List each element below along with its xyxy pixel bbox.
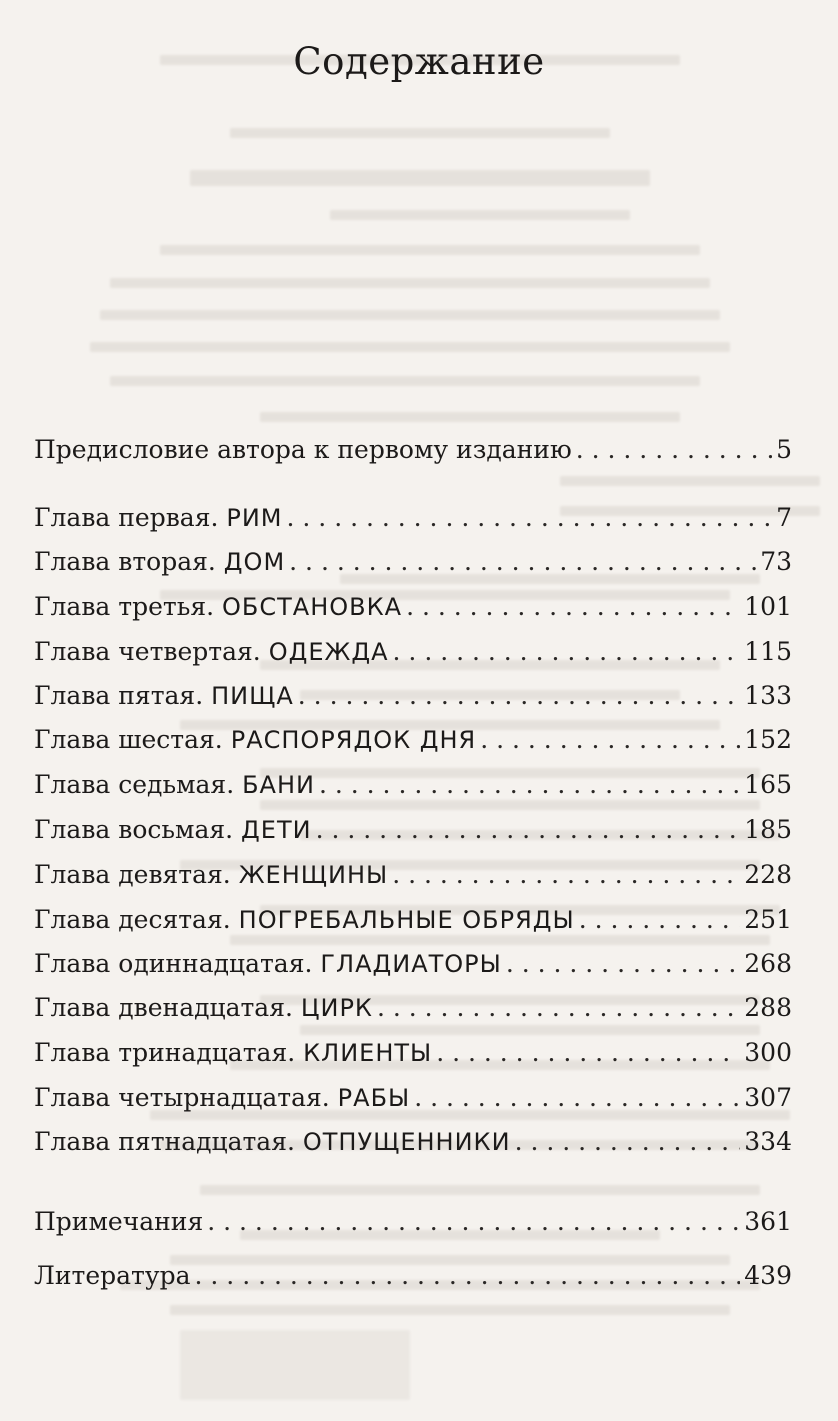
entry-title: Глава пятая. ПИЩА [34, 681, 294, 710]
entry-title: Глава одиннадцатая. ГЛАДИАТОРЫ [34, 949, 502, 978]
dot-leader [436, 1033, 740, 1073]
dot-leader [316, 810, 741, 850]
chapter-name: ДЕТИ [241, 816, 312, 844]
chapter-name: РИМ [226, 504, 283, 532]
toc-entry-notes [34, 1202, 792, 1242]
entry-title: Глава десятая. ПОГРЕБАЛЬНЫЕ ОБРЯДЫ [34, 905, 575, 934]
dot-leader [392, 855, 740, 895]
toc-entry-chapter-7 [34, 765, 792, 805]
entry-title: Глава третья. ОБСТАНОВКА [34, 592, 403, 621]
page-number: 307 [744, 1083, 792, 1112]
chapter-name: ОДЕЖДА [268, 638, 389, 666]
toc-entry-chapter-6 [34, 720, 792, 760]
chapter-name: ОБСТАНОВКА [222, 593, 403, 621]
chapter-name: РАСПОРЯДОК ДНЯ [230, 726, 477, 754]
page-number: 133 [744, 681, 792, 710]
entry-title: Глава седьмая. БАНИ [34, 770, 315, 799]
chapter-name: ПОГРЕБАЛЬНЫЕ ОБРЯДЫ [238, 906, 575, 934]
chapter-name: БАНИ [242, 771, 315, 799]
dot-leader [298, 676, 741, 716]
chapter-name: ДОМ [223, 548, 286, 576]
entry-title: Глава вторая. ДОМ [34, 547, 286, 576]
toc-entry-preface [34, 430, 792, 470]
dot-leader [207, 1202, 740, 1242]
page-number: 361 [744, 1207, 792, 1236]
toc-entry-chapter-3 [34, 587, 792, 627]
chapter-name: ПИЩА [211, 682, 294, 710]
page-number: 101 [744, 592, 792, 621]
dot-leader [289, 542, 756, 582]
page-number: 288 [744, 993, 792, 1022]
entry-title: Примечания [34, 1207, 204, 1236]
toc-entry-chapter-5 [34, 676, 792, 716]
toc-entry-chapter-9 [34, 855, 792, 895]
entry-title: Глава пятнадцатая. ОТПУЩЕННИКИ [34, 1127, 511, 1156]
dot-leader [515, 1122, 741, 1162]
page-number: 5 [776, 435, 792, 464]
page-number: 228 [744, 860, 792, 889]
dot-leader [406, 587, 740, 627]
dot-leader [506, 944, 740, 984]
dot-leader [393, 632, 741, 672]
chapter-name: КЛИЕНТЫ [303, 1039, 433, 1067]
dot-leader [377, 988, 740, 1028]
toc-entry-chapter-2 [34, 542, 792, 582]
toc-entry-chapter-11 [34, 944, 792, 984]
toc-entry-chapter-4 [34, 632, 792, 672]
entry-title: Глава шестая. РАСПОРЯДОК ДНЯ [34, 725, 477, 754]
dot-leader [287, 498, 773, 538]
chapter-name: ЖЕНЩИНЫ [238, 861, 389, 889]
chapter-name: ОТПУЩЕННИКИ [302, 1128, 511, 1156]
entry-title: Глава четвертая. ОДЕЖДА [34, 637, 389, 666]
dot-leader [414, 1078, 740, 1118]
page-number: 7 [776, 503, 792, 532]
dot-leader [576, 430, 772, 470]
dot-leader [480, 720, 740, 760]
page-number: 185 [744, 815, 792, 844]
entry-title: Литература [34, 1261, 191, 1290]
toc-entry-chapter-14 [34, 1078, 792, 1118]
dot-leader [195, 1256, 741, 1296]
page-title: Содержание [293, 40, 545, 83]
page-number: 300 [744, 1038, 792, 1067]
toc-entry-bibliography [34, 1256, 792, 1296]
entry-title: Глава восьмая. ДЕТИ [34, 815, 312, 844]
page-number: 439 [744, 1261, 792, 1290]
toc-entry-chapter-15 [34, 1122, 792, 1162]
page-number: 251 [744, 905, 792, 934]
chapter-name: ГЛАДИАТОРЫ [320, 950, 502, 978]
toc-entry-chapter-8 [34, 810, 792, 850]
entry-title: Глава девятая. ЖЕНЩИНЫ [34, 860, 389, 889]
toc-entry-chapter-13 [34, 1033, 792, 1073]
page-number: 152 [744, 725, 792, 754]
page-number: 334 [744, 1127, 792, 1156]
chapter-name: ЦИРК [300, 994, 373, 1022]
entry-title: Глава первая. РИМ [34, 503, 283, 532]
page-number: 165 [744, 770, 792, 799]
page-number: 115 [744, 637, 792, 666]
chapter-name: РАБЫ [337, 1084, 411, 1112]
page-number: 73 [760, 547, 792, 576]
entry-title: Глава двенадцатая. ЦИРК [34, 993, 373, 1022]
dot-leader [579, 900, 741, 940]
entry-title: Глава тринадцатая. КЛИЕНТЫ [34, 1038, 433, 1067]
page-number: 268 [744, 949, 792, 978]
toc-entry-chapter-12 [34, 988, 792, 1028]
toc-entry-chapter-1 [34, 498, 792, 538]
dot-leader [319, 765, 740, 805]
entry-title: Глава четырнадцатая. РАБЫ [34, 1083, 411, 1112]
toc-entry-chapter-10 [34, 900, 792, 940]
entry-title: Предисловие автора к первому изданию [34, 435, 572, 464]
